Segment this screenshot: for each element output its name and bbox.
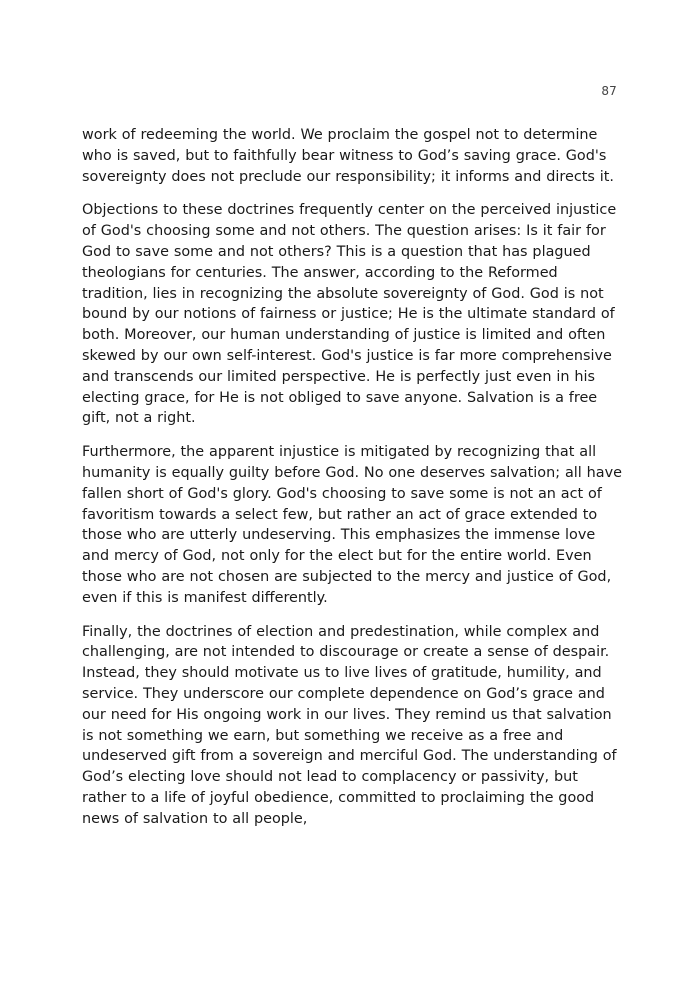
paragraph-2: Objections to these doctrines frequently center on the perceived injustice of God's choosing some and not others. The question arises: Is it fair for God to save some and not others? This is a question that has plagued theologians for centuries. The answer, according to the Reformed tradition, lies in recognizing the absolute sovereignty of God. God is not bound by our notions of fairness or justice; He is the ultimate standard of both. Moreover, our human understanding of justice is limited and often skewed by our own self-interest. God's justice is far more comprehensive and transcends our limited perspective. He is perfectly just even in his electing grace, for He is not obliged to save anyone. Salvation is a free gift, not a right. <box>82 202 617 427</box>
page-body <box>82 125 622 843</box>
page-number: 87 <box>601 84 617 98</box>
paragraph-4: Finally, the doctrines of election and predestination, while complex and challenging, are not intended to discourage or create a sense of despair. Instead, they should motivate us to live lives of gratitude, humility, and service. They underscore our complete dependence on God’s grace and our need for His ongoing work in our lives. They remind us that salvation is not something we earn, but something we receive as a free and undeserved gift from a sovereign and merciful God. The understanding of God’s electing love should not lead to complacency or passivity, but rather to a life of joyful obedience, committed to proclaiming the good news of salvation to all people, <box>82 623 617 827</box>
paragraph-3: Furthermore, the apparent injustice is mitigated by recognizing that all humanity is equally guilty before God. No one deserves salvation; all have fallen short of God's glory. God's choosing to save some is not an act of favoritism towards a select few, but rather an act of grace extended to those who are utterly undeserving. This emphasizes the immense love and mercy of God, not only for the elect but for the entire world. Even those who are not chosen are subjected to the mercy and justice of God, even if this is manifest differently. <box>82 444 622 606</box>
paragraph-1: work of redeeming the world. We proclaim the gospel not to determine who is saved, but to faithfully bear witness to God’s saving grace. God's sovereignty does not preclude our responsibility; it informs and directs it. <box>82 127 614 185</box>
